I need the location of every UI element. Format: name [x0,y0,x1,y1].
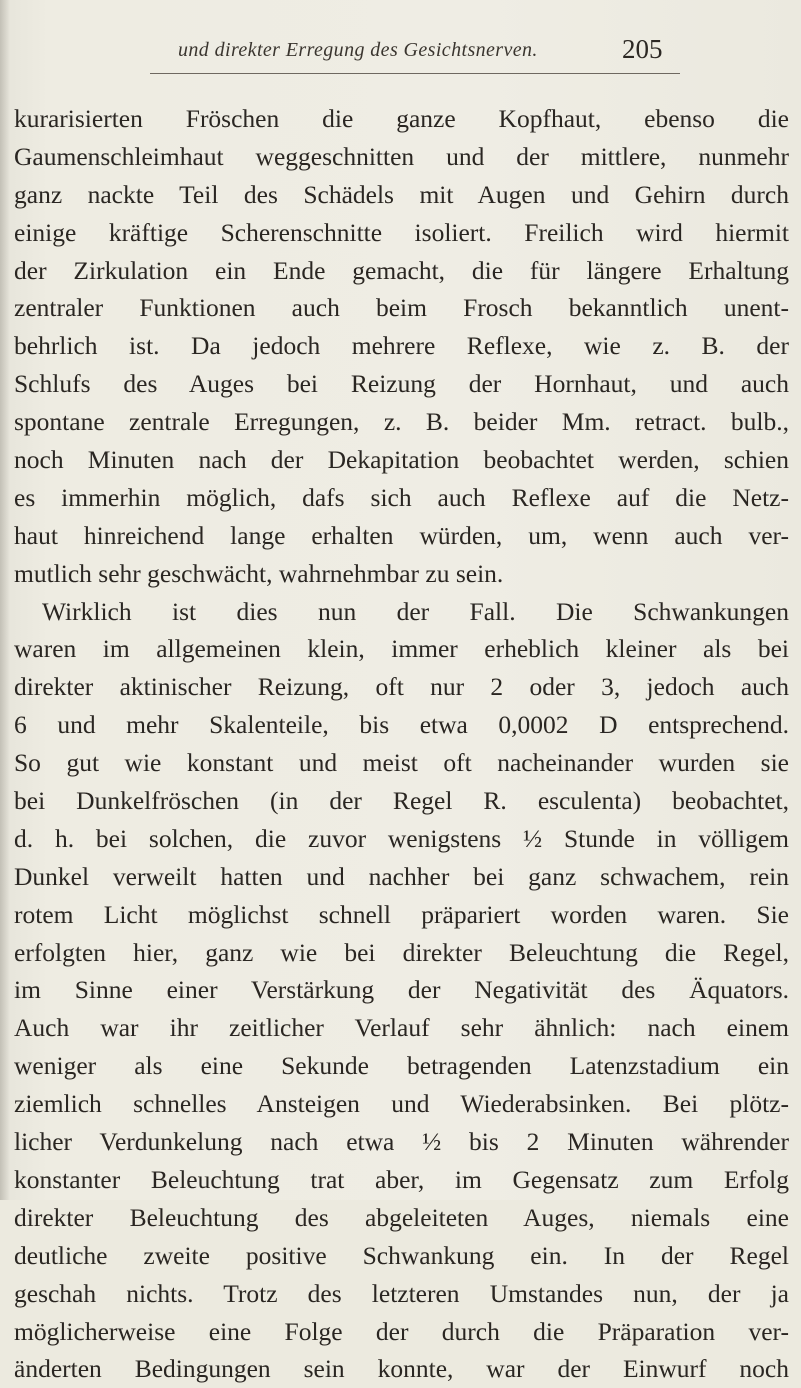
text-line: bei Dunkelfröschen (in der Regel R. esculenta) beobachtet, [14,786,789,816]
text-line: d. h. bei solchen, die zuvor wenigstens ½ Stunde in völligem [14,823,789,853]
text-line: möglicherweise eine Folge der durch die Präparation ver- [14,1316,789,1346]
text-line: der Zirkulation ein Ende gemacht, die für längere Erhaltung [14,255,789,285]
spine-shadow [0,0,10,1200]
text-line: erfolgten hier, ganz wie bei direkter Beleuchtung die Regel, [14,937,789,967]
text-line: ganz nackte Teil des Schädels mit Augen und Gehirn durch [14,179,789,209]
text-line: waren im allgemeinen klein, immer erheblich kleiner als bei [14,634,789,664]
text-line: änderten Bedingungen sein konnte, war der Einwurf noch [14,1354,789,1384]
page-number: 205 [622,34,663,64]
text-line: es immerhin möglich, dafs sich auch Reflexe auf die Netz- [14,482,789,512]
text-line: Auch war ihr zeitlicher Verlauf sehr ähnlich: nach einem [14,1013,789,1043]
text-line: kurarisierten Fröschen die ganze Kopfhaut, ebenso die [14,104,789,133]
text-line: noch Minuten nach der Dekapitation beobachtet werden, schien [14,445,789,475]
running-head [0,36,801,76]
text-line: haut hinreichend lange erhalten würden, um, wenn auch ver- [14,520,789,550]
text-line: ziemlich schnelles Ansteigen und Wiederabsinken. Bei plötz- [14,1089,789,1119]
text-line: behrlich ist. Da jedoch mehrere Reflexe, wie z. B. der [14,331,789,361]
text-line: direkter aktinischer Reizung, oft nur 2 oder 3, jedoch auch [14,672,789,702]
text-line: weniger als eine Sekunde betragenden Latenzstadium ein [14,1051,789,1081]
text-line: konstanter Beleuchtung trat aber, im Gegensatz zum Erfolg [14,1164,789,1194]
text-line: geschah nichts. Trotz des letzteren Umstandes nun, der ja [14,1278,789,1308]
text-line: Dunkel verweilt hatten und nachher bei ganz schwachem, rein [14,861,789,891]
text-line: licher Verdunkelung nach etwa ½ bis 2 Minuten währender [14,1127,789,1157]
text-line: deutliche zweite positive Schwankung ein. In der Regel [14,1240,789,1270]
header-rule [150,73,680,74]
text-line: spontane zentrale Erregungen, z. B. beider Mm. retract. bulb., [14,407,789,437]
text-line: zentraler Funktionen auch beim Frosch bekanntlich unent- [14,293,789,323]
paragraph-last-line: mutlich sehr geschwächt, wahrnehmbar zu sein. [14,558,504,588]
body-text [14,100,789,1388]
text-line: 6 und mehr Skalenteile, bis etwa 0,0002 D entsprechend. [14,710,789,740]
running-title: und direkter Erregung des Gesichtsnerven. [178,39,538,61]
text-line: Gaumenschleimhaut weggeschnitten und der mittlere, nunmehr [14,141,789,171]
text-line: So gut wie konstant und meist oft nacheinander wurden sie [14,748,789,778]
text-line: rotem Licht möglichst schnell präpariert worden waren. Sie [14,899,789,929]
text-line: direkter Beleuchtung des abgeleiteten Auges, niemals eine [14,1202,789,1232]
text-line: Schlufs des Auges bei Reizung der Hornhaut, und auch [14,369,789,399]
text-line: im Sinne einer Verstärkung der Negativität des Äquators. [14,975,789,1005]
paragraph-first-line: Wirklich ist dies nun der Fall. Die Schwankungen [42,596,789,626]
text-line: einige kräftige Scherenschnitte isoliert. Freilich wird hiermit [14,217,789,247]
